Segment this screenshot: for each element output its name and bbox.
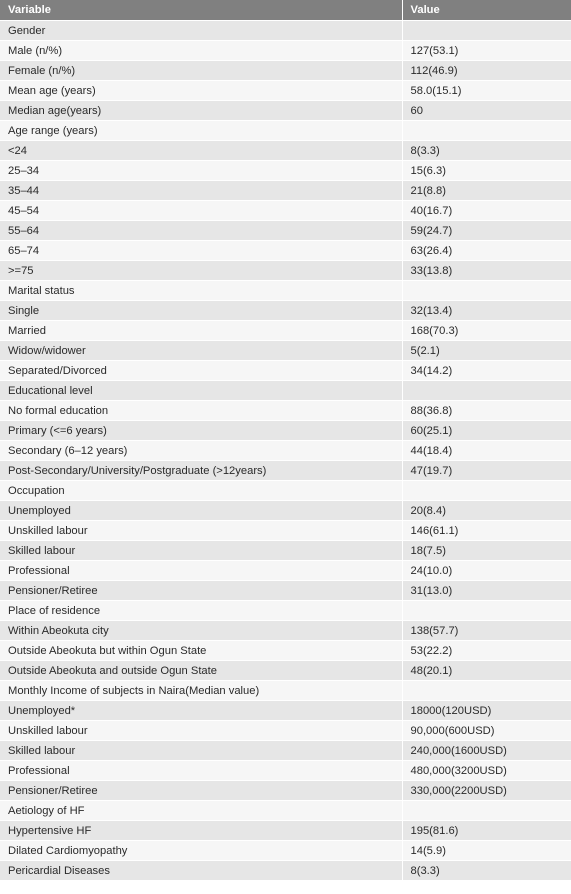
variable-cell: Within Abeokuta city [0,621,402,641]
table-row [0,501,571,521]
variable-cell: Widow/widower [0,341,402,361]
value-cell: 40(16.7) [402,201,571,221]
value-cell: 112(46.9) [402,61,571,81]
table-row [0,21,571,41]
table-row [0,821,571,841]
table-row [0,661,571,681]
table-row [0,781,571,801]
value-cell: 330,000(2200USD) [402,781,571,801]
value-cell: 88(36.8) [402,401,571,421]
value-cell: 21(8.8) [402,181,571,201]
table-row [0,121,571,141]
table-row [0,401,571,421]
value-cell [402,801,571,821]
table-row [0,441,571,461]
table-row [0,301,571,321]
value-cell [402,21,571,41]
table-row [0,841,571,861]
variable-cell: Unemployed* [0,701,402,721]
table-row [0,61,571,81]
value-cell: 32(13.4) [402,301,571,321]
value-cell: 34(14.2) [402,361,571,381]
value-cell: 59(24.7) [402,221,571,241]
table-row [0,281,571,301]
variable-cell: Hypertensive HF [0,821,402,841]
table-row [0,541,571,561]
variable-cell: Skilled labour [0,741,402,761]
variable-cell: Age range (years) [0,121,402,141]
table-row [0,761,571,781]
variable-cell: <24 [0,141,402,161]
variable-cell: Pensioner/Retiree [0,781,402,801]
value-cell: 240,000(1600USD) [402,741,571,761]
variable-cell: 65–74 [0,241,402,261]
table-header-row [0,0,571,21]
table-row [0,721,571,741]
table-row [0,561,571,581]
variable-cell: Unemployed [0,501,402,521]
table-row [0,101,571,121]
value-cell: 47(19.7) [402,461,571,481]
value-cell: 44(18.4) [402,441,571,461]
table-row [0,181,571,201]
table-row [0,381,571,401]
value-cell: 58.0(15.1) [402,81,571,101]
value-cell [402,281,571,301]
value-cell: 480,000(3200USD) [402,761,571,781]
value-cell [402,381,571,401]
variable-cell: Pericardial Diseases [0,861,402,881]
variable-cell: Skilled labour [0,541,402,561]
value-cell [402,121,571,141]
variable-cell: Post-Secondary/University/Postgraduate (>12years) [0,461,402,481]
variable-cell: Occupation [0,481,402,501]
table-row [0,681,571,701]
value-cell: 146(61.1) [402,521,571,541]
variable-cell: Single [0,301,402,321]
table-row [0,221,571,241]
table-row [0,801,571,821]
column-header-value: Value [402,0,571,21]
variable-cell: Professional [0,761,402,781]
value-cell [402,601,571,621]
table-row [0,601,571,621]
variable-cell: No formal education [0,401,402,421]
variable-cell: Outside Abeokuta and outside Ogun State [0,661,402,681]
value-cell: 8(3.3) [402,141,571,161]
table-row [0,321,571,341]
table-row [0,621,571,641]
value-cell [402,681,571,701]
variable-cell: Separated/Divorced [0,361,402,381]
value-cell: 127(53.1) [402,41,571,61]
table-row [0,201,571,221]
value-cell: 31(13.0) [402,581,571,601]
variable-cell: 55–64 [0,221,402,241]
value-cell: 24(10.0) [402,561,571,581]
variable-cell: >=75 [0,261,402,281]
table-row [0,161,571,181]
variable-cell: Male (n/%) [0,41,402,61]
table-row [0,241,571,261]
table-row [0,481,571,501]
variable-cell: Married [0,321,402,341]
column-header-variable: Variable [0,0,402,21]
value-cell: 20(8.4) [402,501,571,521]
variable-cell: Place of residence [0,601,402,621]
table-row [0,521,571,541]
table-row [0,581,571,601]
table-row [0,701,571,721]
variable-cell: 25–34 [0,161,402,181]
value-cell: 5(2.1) [402,341,571,361]
value-cell: 48(20.1) [402,661,571,681]
value-cell: 33(13.8) [402,261,571,281]
value-cell: 8(3.3) [402,861,571,881]
variable-cell: 35–44 [0,181,402,201]
variable-cell: Monthly Income of subjects in Naira(Median value) [0,681,402,701]
variable-cell: Aetiology of HF [0,801,402,821]
variable-cell: Dilated Cardiomyopathy [0,841,402,861]
value-cell: 195(81.6) [402,821,571,841]
variable-cell: Primary (<=6 years) [0,421,402,441]
variable-cell: Professional [0,561,402,581]
variable-cell: Educational level [0,381,402,401]
value-cell: 63(26.4) [402,241,571,261]
table-row [0,261,571,281]
value-cell: 18(7.5) [402,541,571,561]
variable-cell: Outside Abeokuta but within Ogun State [0,641,402,661]
variable-cell: Pensioner/Retiree [0,581,402,601]
table-row [0,341,571,361]
table-body [0,21,571,881]
value-cell: 60(25.1) [402,421,571,441]
variable-cell: Mean age (years) [0,81,402,101]
value-cell: 53(22.2) [402,641,571,661]
value-cell [402,481,571,501]
value-cell: 138(57.7) [402,621,571,641]
variable-cell: Unskilled labour [0,521,402,541]
table-row [0,641,571,661]
value-cell: 18000(120USD) [402,701,571,721]
variable-cell: 45–54 [0,201,402,221]
table-row [0,141,571,161]
value-cell: 168(70.3) [402,321,571,341]
table-row [0,861,571,881]
variable-cell: Median age(years) [0,101,402,121]
value-cell: 60 [402,101,571,121]
value-cell: 90,000(600USD) [402,721,571,741]
variable-cell: Secondary (6–12 years) [0,441,402,461]
table-row [0,421,571,441]
value-cell: 15(6.3) [402,161,571,181]
table-row [0,361,571,381]
table-row [0,81,571,101]
table-row [0,461,571,481]
variable-cell: Unskilled labour [0,721,402,741]
table-row [0,741,571,761]
value-cell: 14(5.9) [402,841,571,861]
variable-cell: Gender [0,21,402,41]
variable-cell: Female (n/%) [0,61,402,81]
table-row [0,41,571,61]
variable-cell: Marital status [0,281,402,301]
